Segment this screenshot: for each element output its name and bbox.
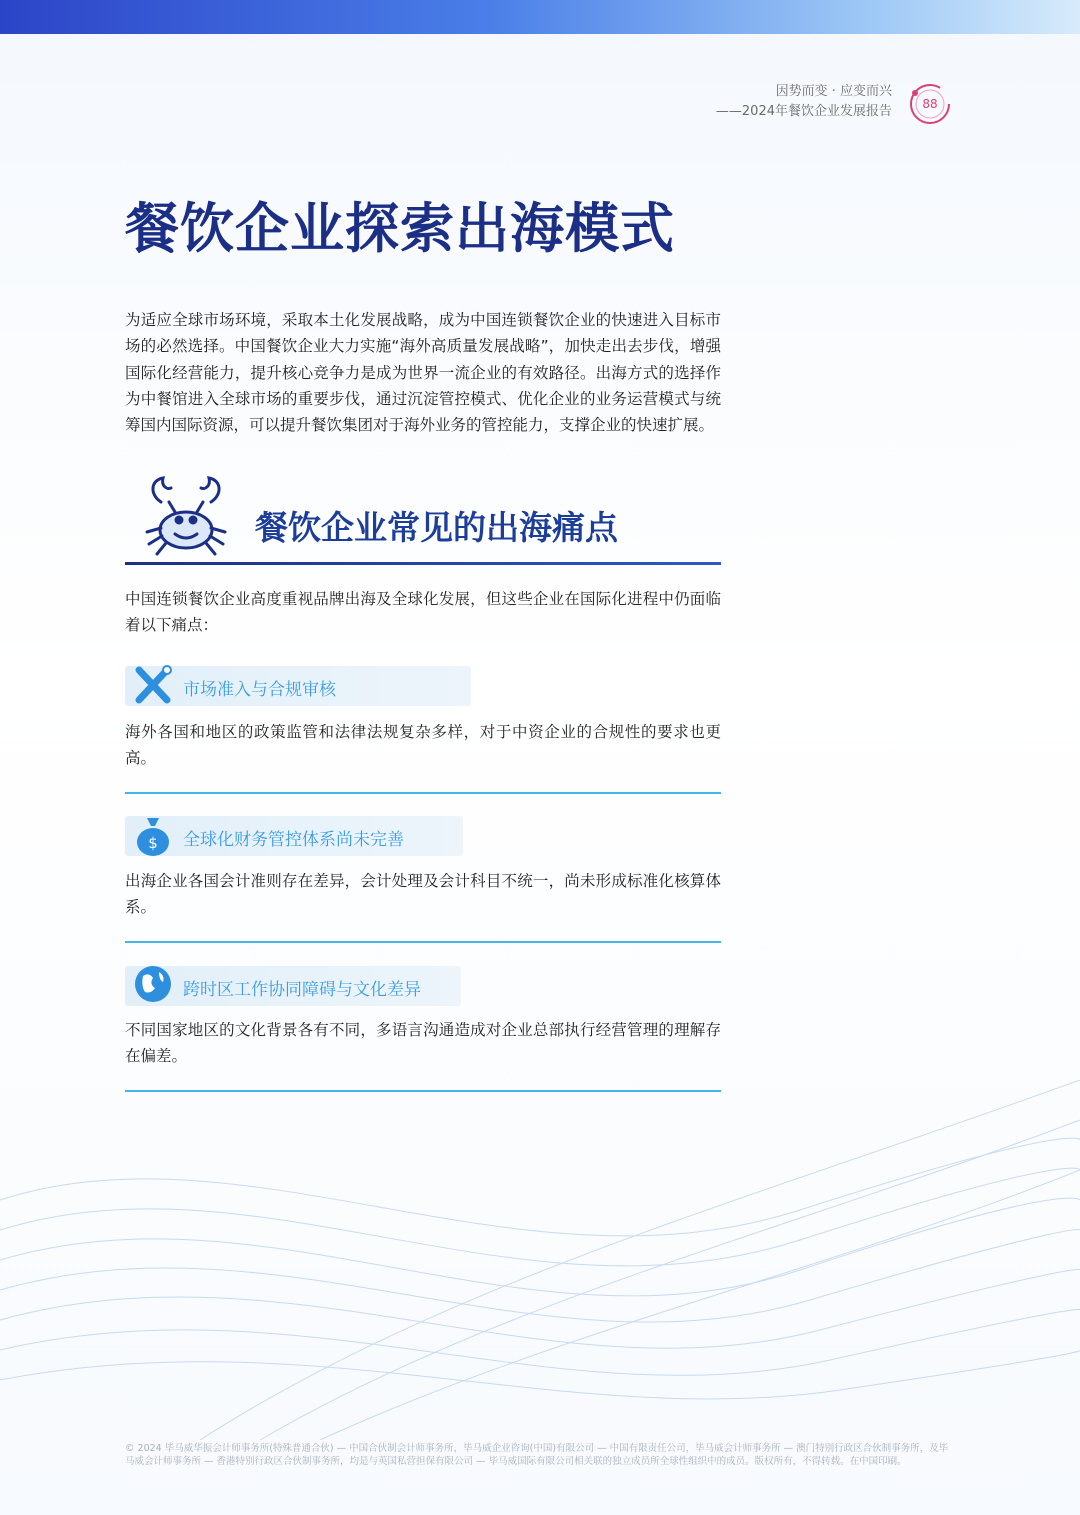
- copyright-footer: © 2024 毕马威华振会计师事务所(特殊普通合伙) — 中国合伙制会计师事务所，毕马威企业咨询(中国)有限公司 — 中国有限责任公司，毕马威会计师事务所 — 澳门特别行政区合伙制事务所，及毕马威会计师事务所 — 香港特别行政区合伙制事务所，均是与英国私营担保有限公司 — 毕马威国际有限公司相关联的独立成员所全球性组织中的成员。版权所有，不得转载。在中国印刷。: [125, 1443, 949, 1467]
- pain-point-2-label: 全球化财务管控体系尚未完善: [183, 830, 404, 850]
- svg-text:$: $: [148, 834, 158, 852]
- pain-point-2-tag: [125, 816, 463, 856]
- report-header: [716, 82, 892, 122]
- pain-point-3-text: 不同国家地区的文化背景各有不同，多语言沟通造成对企业总部执行经营管理的理解存在偏差。: [125, 1021, 721, 1066]
- money-bag-icon: [131, 812, 175, 858]
- pain-point-divider: [125, 792, 721, 794]
- page-title: 餐饮企业探索出海模式: [125, 197, 675, 260]
- pain-point-3-label: 跨时区工作协同障碍与文化差异: [183, 980, 421, 1000]
- globe-icon: [131, 962, 175, 1008]
- section-title-rule: [125, 562, 721, 565]
- top-banner: [0, 0, 1080, 34]
- pain-point-1-tag: [125, 666, 471, 706]
- cross-tools-icon: [131, 662, 175, 708]
- page-number: 88: [922, 97, 938, 111]
- section-intro: 中国连锁餐饮企业高度重视品牌出海及全球化发展，但这些企业在国际化进程中仍面临着以下痛点：: [125, 590, 721, 635]
- section-header: [125, 472, 721, 568]
- intro-paragraph: 为适应全球市场环境，采取本土化发展战略，成为中国连锁餐饮企业的快速进入目标市场的必然选择。中国餐饮企业大力实施“海外高质量发展战略”，加快走出去步伐，增强国际化经营能力，提升核心竞争力是成为世界一流企业的有效路径。出海方式的选择作为中餐馆进入全球市场的重要步伐，通过沉淀管控模式、优化企业的业务运营模式与统筹国内国际资源，可以提升餐饮集团对于海外业务的管控能力，支撑企业的快速扩展。: [125, 311, 721, 435]
- pain-point-3-tag: [125, 966, 461, 1006]
- crab-icon: [141, 472, 231, 560]
- pain-point-1-label: 市场准入与合规审核: [183, 680, 336, 700]
- decorative-waves: [0, 1080, 1080, 1440]
- header-line-1: 因势而变 · 应变而兴: [775, 84, 892, 99]
- section-title: 餐饮企业常见的出海痛点: [255, 508, 618, 547]
- header-line-2: ——2024年餐饮企业发展报告: [715, 104, 892, 119]
- pain-point-2-text: 出海企业各国会计准则存在差异，会计处理及会计科目不统一，尚未形成标准化核算体系。: [125, 872, 721, 917]
- pain-point-1-text: 海外各国和地区的政策监管和法律法规复杂多样，对于中资企业的合规性的要求也更高。: [125, 723, 721, 768]
- pain-point-divider: [125, 941, 721, 943]
- page-number-badge: [906, 80, 954, 128]
